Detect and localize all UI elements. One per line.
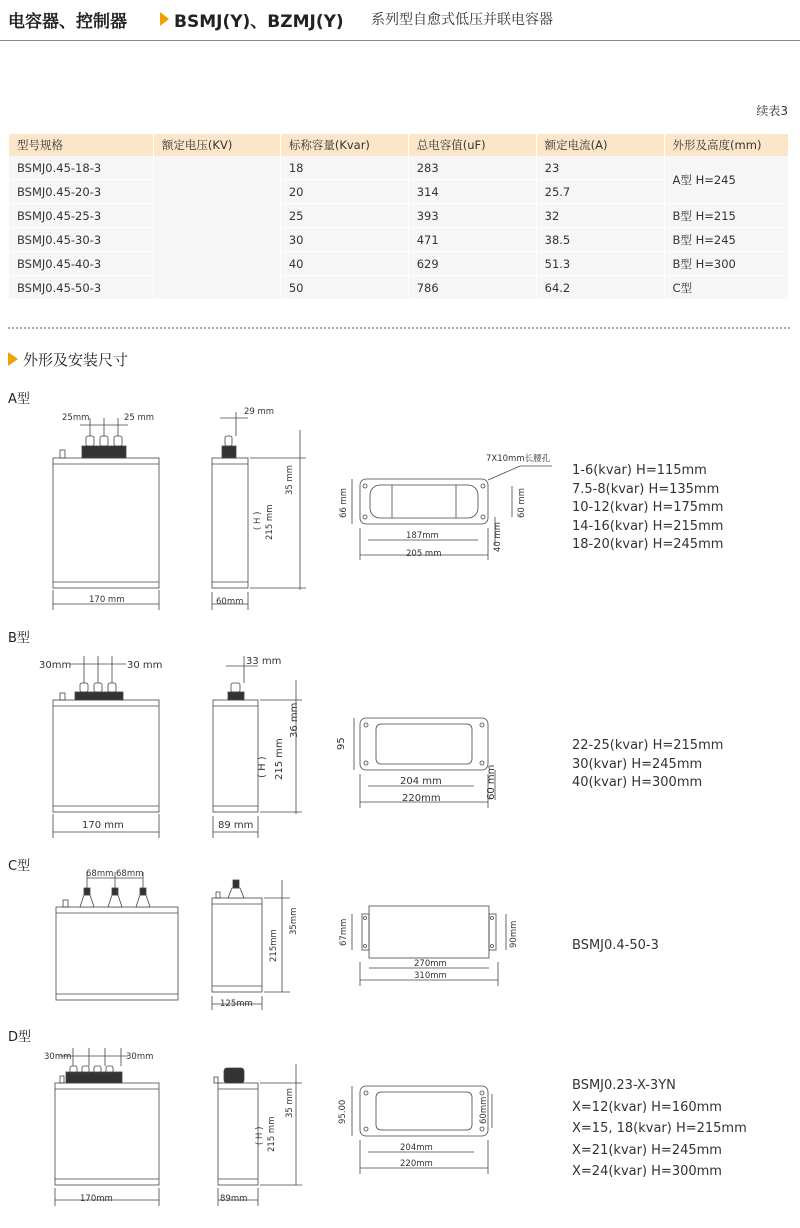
shape-cell: B型 H=215 [664,204,788,228]
spec-line: BSMJ0.23-X-3YN [572,1078,676,1093]
model-cell: BSMJ0.45-18-3 [9,156,154,180]
header-subtitle: 系列型自愈式低压并联电容器 [371,12,553,28]
spec-line: X=24(kvar) H=300mm [572,1164,722,1179]
a-dim-inner-w: 187mm [406,531,439,541]
current-cell: 64.2 [536,276,664,300]
spec-line: 7.5-8(kvar) H=135mm [572,481,720,497]
type-c-specs [572,937,659,956]
type-c-label: C型 [8,859,31,874]
shape-cell: B型 H=245 [664,228,788,252]
continued-label: 续表3 [756,104,788,118]
a-dim-width: 170 mm [89,595,125,605]
capacitance-cell: 786 [408,276,536,300]
type-a-side-view [212,412,306,610]
capacitance-cell: 283 [408,156,536,180]
header-shape-cell: 外形及高度(mm) [664,134,788,156]
a-dim-top-left: 25mm [62,413,90,423]
type-d-specs [572,1075,747,1183]
b-dim-side-cap: 36 mm [289,702,300,738]
spec-line: 18-20(kvar) H=245mm [572,537,724,552]
spec-line: X=15, 18(kvar) H=215mm [572,1121,747,1136]
current-cell: 23 [536,156,664,180]
a-dim-slot: 7X10mm长腰孔 [486,454,551,464]
capacitance-cell: 393 [408,204,536,228]
a-dim-hole-h: 60 mm [517,487,527,518]
d-dim-outer-w: 220mm [400,1159,433,1169]
type-c-front-view [56,872,178,1000]
c-dim-outer-w: 310mm [414,971,447,981]
model-cell: BSMJ0.45-40-3 [9,252,154,276]
b-dim-side-h: 215 mm [274,738,285,780]
spec-line: X=21(kvar) H=245mm [572,1142,722,1158]
b-dim-base-h: 95 [336,737,347,750]
header-model: BSMJ(Y)、BZMJ(Y) [174,12,344,32]
capacitance-cell: 471 [408,228,536,252]
b-dim-top-left: 30mm [39,660,72,671]
spec-line: 40(kvar) H=300mm [572,775,703,790]
a-dim-outer-w: 205 mm [406,549,442,559]
header-capacitance-cell: 总电容值(uF) [408,134,536,156]
spec-line: 30(kvar) H=245mm [572,756,703,772]
spec-line: 14-16(kvar) H=215mm [572,518,724,534]
type-b-specs [572,737,723,793]
c-dim-base-h: 67mm [339,918,349,946]
d-dim-width: 170mm [80,1194,113,1204]
a-dim-side-cap: 35 mm [285,464,295,495]
capacity-cell: 20 [280,180,408,204]
spec-line: 1-6(kvar) H=115mm [572,463,707,478]
d-dim-side-h: 215 mm [267,1116,277,1152]
c-dim-top-left: 68mm [86,869,114,879]
capacity-cell: 30 [280,228,408,252]
header-voltage-cell: 额定电压(KV) [153,134,280,156]
d-dim-top-right: 30mm [126,1052,154,1062]
model-cell: BSMJ0.45-20-3 [9,180,154,204]
shape-cell: C型 [664,276,788,300]
spec-line: 10-12(kvar) H=175mm [572,500,724,515]
shape-cell: B型 H=300 [664,252,788,276]
d-dim-inner-w: 204mm [400,1143,433,1153]
capacitance-cell: 629 [408,252,536,276]
spec-line: BSMJ0.4-50-3 [572,938,659,953]
a-dim-base-h: 66 mm [339,487,349,518]
c-dim-hole-h: 90mm [509,920,519,948]
d-dim-side-cap: 35 mm [285,1087,295,1118]
b-dim-side-width: 89 mm [218,820,254,831]
b-dim-top-right: 30 mm [127,660,163,671]
c-dim-inner-w: 270mm [414,959,447,969]
a-dim-top-right: 25 mm [124,413,155,423]
header-current-cell: 额定电流(A) [536,134,664,156]
type-a-front-view [53,418,159,610]
type-b-front-view [53,656,159,838]
model-cell: BSMJ0.45-30-3 [9,228,154,252]
current-cell: 25.7 [536,180,664,204]
current-cell: 32 [536,204,664,228]
type-b-label: B型 [8,631,30,646]
a-dim-side-h: 215 mm [265,504,275,540]
b-dim-outer-w: 220mm [402,793,441,804]
d-dim-h-label: ( H ) [255,1126,265,1145]
capacity-cell: 18 [280,156,408,180]
type-a-label: A型 [8,392,30,407]
spec-line: X=12(kvar) H=160mm [572,1099,722,1115]
current-cell: 51.3 [536,252,664,276]
a-dim-h-label: ( H ) [253,511,263,530]
d-dim-base-h: 95.00 [338,1099,348,1124]
c-dim-side-width: 125mm [220,999,253,1009]
c-dim-side-h: 215mm [269,929,279,962]
a-dim-side-top: 29 mm [244,407,275,417]
spec-line: 22-25(kvar) H=215mm [572,738,724,753]
b-dim-inner-w: 204 mm [400,776,442,787]
b-dim-edge: 60 mm [486,764,497,800]
header-capacity-cell: 标称容量(Kvar) [280,134,408,156]
header-model-cell: 型号规格 [9,134,154,156]
header-category: 电容器、控制器 [8,12,127,32]
capacitance-cell: 314 [408,180,536,204]
d-dim-hole-h: 60mm [479,1096,489,1124]
model-cell: BSMJ0.45-25-3 [9,204,154,228]
capacity-cell: 40 [280,252,408,276]
d-dim-side-width: 89mm [220,1194,248,1204]
b-dim-h-label: ( H ) [257,756,268,778]
type-b-side-view [213,656,302,838]
type-d-front-view [55,1048,159,1206]
d-dim-top-left: 30mm [44,1052,72,1062]
type-a-specs [572,462,723,555]
capacity-cell: 50 [280,276,408,300]
section-title: 外形及安装尺寸 [23,351,129,369]
current-cell: 38.5 [536,228,664,252]
b-dim-side-top: 33 mm [246,656,282,667]
type-d-label: D型 [8,1030,32,1045]
model-cell: BSMJ0.45-50-3 [9,276,154,300]
a-dim-side-width: 60mm [216,597,244,607]
shape-cell: A型 H=245 [664,156,788,204]
c-dim-top-right: 68mm [116,869,144,879]
b-dim-width: 170 mm [82,820,124,831]
a-dim-edge: 40 mm [493,521,503,552]
capacity-cell: 25 [280,204,408,228]
c-dim-side-cap: 35mm [289,907,299,935]
